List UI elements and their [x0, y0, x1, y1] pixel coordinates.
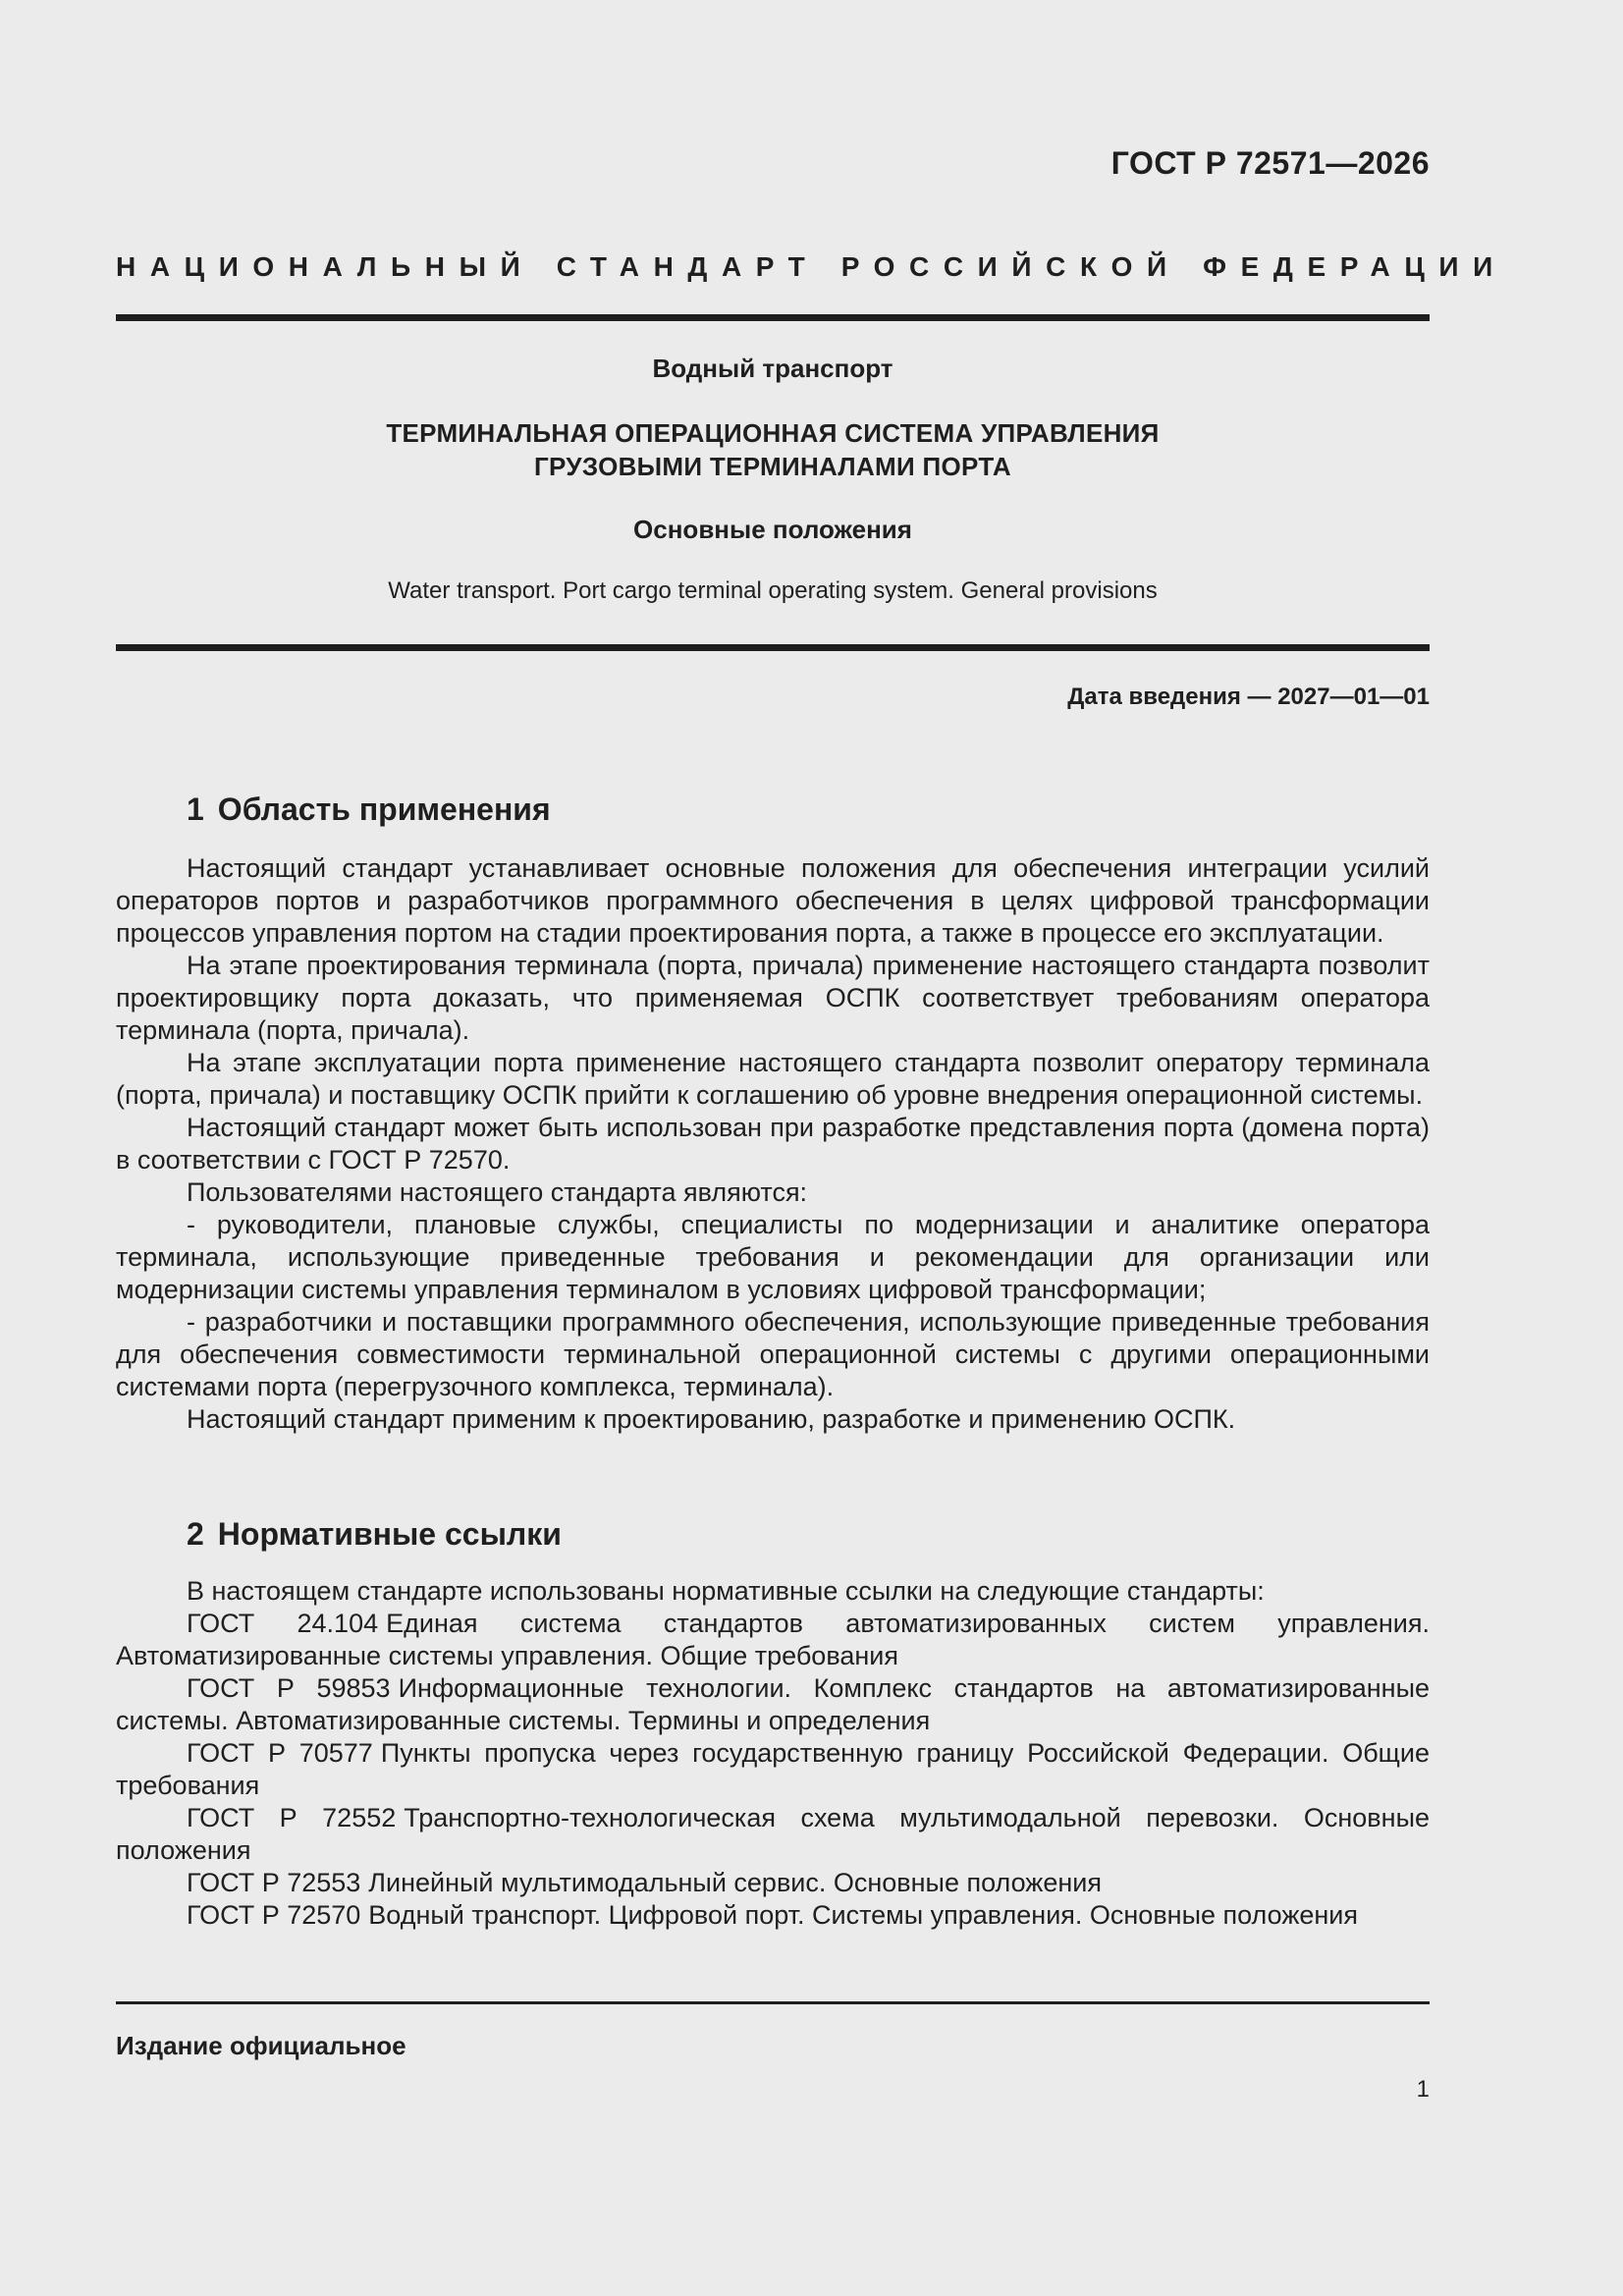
- section-1-paragraph: Настоящий стандарт применим к проектированию, разработке и применению ОСПК.: [187, 1404, 1236, 1434]
- reference-code: ГОСТ Р 72552: [187, 1803, 397, 1832]
- section-1-title: Область применения: [217, 792, 551, 827]
- section-1-heading: [187, 792, 551, 828]
- english-title: Water transport. Port cargo terminal operating system. General provisions: [388, 577, 1158, 604]
- standard-subject: Водный транспорт: [652, 354, 893, 383]
- reference-text: Водный транспорт. Цифровой порт. Системы управления. Основные положения: [368, 1900, 1359, 1930]
- page-number: 1: [1416, 2076, 1430, 2103]
- section-2-body: [116, 1575, 1430, 1932]
- reference-text: Транспортно-технологическая схема мультимодальной перевозки. Основные положения: [116, 1803, 1430, 1865]
- section-1-paragraph: Настоящий стандарт может быть использован при разработке представления порта (домена порта) в соответствии с ГОСТ Р 72570.: [116, 1113, 1430, 1175]
- section-2-intro: В настоящем стандарте использованы нормативные ссылки на следующие стандарты:: [187, 1576, 1265, 1606]
- section-1-paragraph: На этапе эксплуатации порта применение настоящего стандарта позволит оператору терминала (порта, причала) и поставщику ОСПК прийти к соглашению об уровне внедрения операционной системы.: [116, 1048, 1430, 1110]
- standard-title: [116, 416, 1430, 483]
- reference-text: Информационные технологии. Комплекс стандартов на автоматизированные системы. Автоматизированные системы. Термины и определения: [116, 1673, 1430, 1735]
- reference-item: [116, 1608, 1430, 1672]
- reference-code: ГОСТ Р 72570: [187, 1900, 361, 1930]
- organization-line: НАЦИОНАЛЬНЫЙ СТАНДАРТ РОССИЙСКОЙ ФЕДЕРАЦИИ: [116, 251, 1507, 282]
- section-1-number: 1: [187, 792, 204, 827]
- footer-rule: [116, 2001, 1430, 2004]
- reference-text: Единая система стандартов автоматизированных систем управления. Автоматизированные системы управления. Общие требования: [116, 1609, 1430, 1670]
- section-1-list-item: - разработчики и поставщики программного обеспечения, использующие приведенные требования для обеспечения совместимости терминальной операционной системы с другими операционными системами порта (перегрузочного комплекса, терминала).: [116, 1307, 1430, 1401]
- reference-item: [116, 1867, 1430, 1899]
- header-rule-bottom: [116, 644, 1430, 651]
- section-1-list-item: - руководители, плановые службы, специалисты по модернизации и аналитике оператора терминала, использующие приведенные требования и рекомендации для организации или модернизации системы управления терминалом в условиях цифровой трансформации;: [116, 1210, 1430, 1304]
- section-2-heading: [187, 1516, 562, 1553]
- reference-text: Линейный мультимодальный сервис. Основные положения: [368, 1868, 1102, 1897]
- document-page: [116, 0, 1507, 2296]
- section-1-paragraph: На этапе проектирования терминала (порта, причала) применение настоящего стандарта позволит проектировщику порта доказать, что применяемая ОСПК соответствует требованиям оператора терминала (порта, причала).: [116, 951, 1430, 1045]
- reference-code: ГОСТ Р 59853: [187, 1673, 391, 1703]
- document-code: ГОСТ Р 72571—2026: [1110, 145, 1430, 181]
- standard-title-line-2: ГРУЗОВЫМИ ТЕРМИНАЛАМИ ПОРТА: [534, 452, 1011, 481]
- reference-item: [116, 1802, 1430, 1867]
- introduction-date: Дата введения — 2027—01—01: [1067, 683, 1430, 710]
- reference-code: ГОСТ 24.104: [187, 1609, 379, 1638]
- section-2-number: 2: [187, 1516, 204, 1552]
- header-rule-top: [116, 314, 1430, 321]
- reference-code: ГОСТ Р 72553: [187, 1868, 361, 1897]
- section-1-paragraph: Настоящий стандарт устанавливает основные положения для обеспечения интеграции усилий операторов портов и разработчиков программного обеспечения в целях цифровой трансформации процессов управления портом на стадии проектирования порта, а также в процессе его эксплуатации.: [116, 853, 1430, 948]
- reference-code: ГОСТ Р 70577: [187, 1738, 373, 1768]
- reference-item: [116, 1899, 1430, 1932]
- reference-text: Пункты пропуска через государственную границу Российской Федерации. Общие требования: [116, 1738, 1430, 1800]
- standard-title-line-1: ТЕРМИНАЛЬНАЯ ОПЕРАЦИОННАЯ СИСТЕМА УПРАВЛЕНИЯ: [386, 418, 1160, 448]
- section-1-body: [116, 852, 1430, 1436]
- reference-item: [116, 1672, 1430, 1737]
- official-edition-label: Издание официальное: [116, 2031, 406, 2060]
- standard-subtitle: Основные положения: [633, 515, 912, 544]
- section-2-title: Нормативные ссылки: [217, 1516, 562, 1552]
- reference-item: [116, 1737, 1430, 1802]
- section-1-paragraph: Пользователями настоящего стандарта являются:: [187, 1177, 808, 1207]
